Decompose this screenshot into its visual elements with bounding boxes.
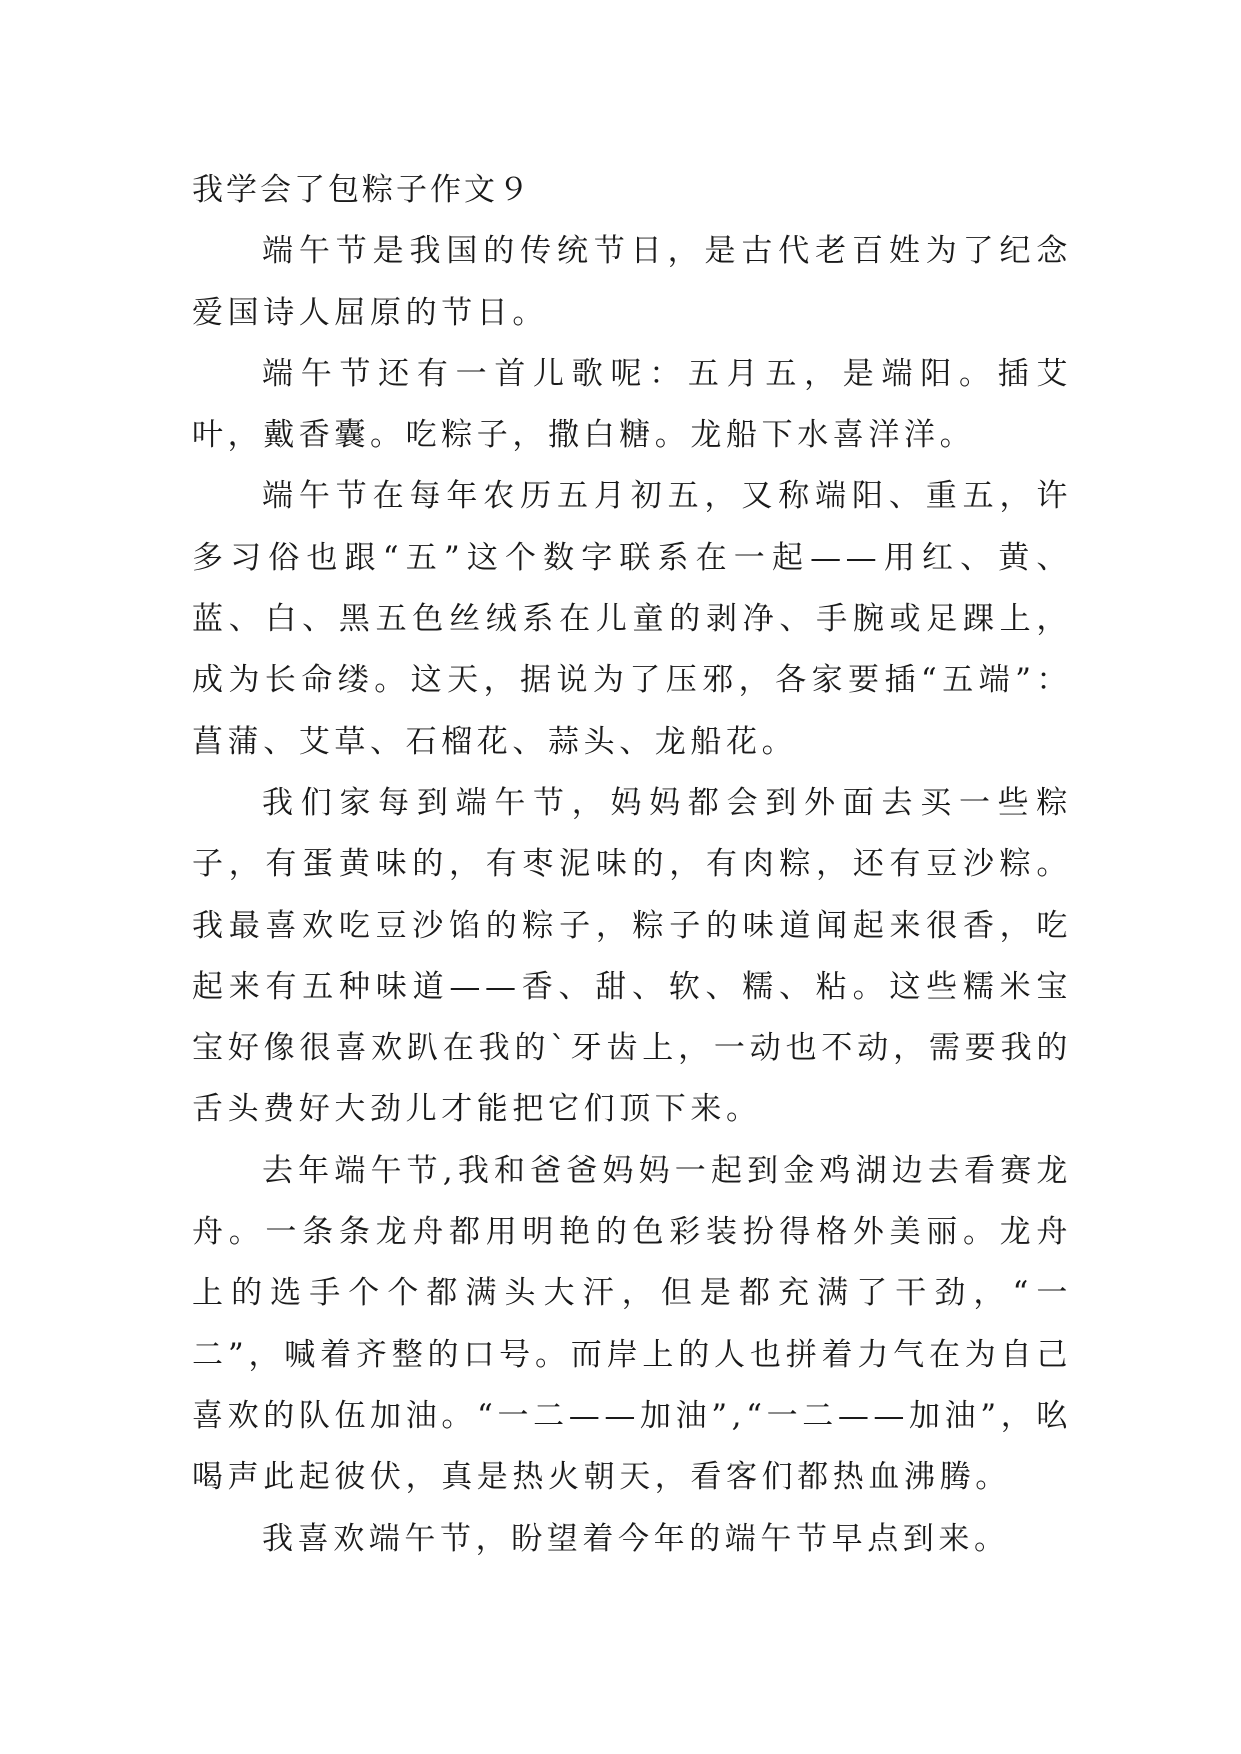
paragraph-6: 我喜欢端午节，盼望着今年的端午节早点到来。 <box>262 1520 1010 1557</box>
document-body <box>192 160 1072 1570</box>
paragraph-5: 去年端午节,我和爸爸妈妈一起到金鸡湖边去看赛龙舟。一条条龙舟都用明艳的色彩装扮得格外美丽。龙舟上的选手个个都满头大汗，但是都充满了干劲，“一二”，喊着齐整的口号。而岸上的人也拼着力气在为自己喜欢的队伍加油。“一二——加油”,“一二——加油”，吆喝声此起彼伏，真是热火朝天，看客们都热血沸腾。 <box>192 1152 1072 1496</box>
paragraph-3: 端午节在每年农历五月初五，又称端阳、重五，许多习俗也跟“五”这个数字联系在一起——用红、黄、蓝、白、黑五色丝绒系在儿童的剥净、手腕或足踝上，成为长命缕。这天，据说为了压邪，各家要插“五端”：菖蒲、艾草、石榴花、蒜头、龙船花。 <box>192 478 1072 760</box>
paragraph-1: 端午节是我国的传统节日，是古代老百姓为了纪念爱国诗人屈原的节日。 <box>192 233 1072 331</box>
paragraph-2: 端午节还有一首儿歌呢：五月五，是端阳。插艾叶，戴香囊。吃粽子，撒白糖。龙船下水喜洋洋。 <box>192 355 1072 454</box>
document-title: 我学会了包粽子作文９ <box>192 172 532 208</box>
paragraph-4: 我们家每到端午节，妈妈都会到外面去买一些粽子，有蛋黄味的，有枣泥味的，有肉粽，还有豆沙粽。我最喜欢吃豆沙馅的粽子，粽子的味道闻起来很香，吃起来有五种味道——香、甜、软、糯、粘。这些糯米宝宝好像很喜欢趴在我的`牙齿上，一动也不动，需要我的舌头费好大劲儿才能把它们顶下来。 <box>192 784 1072 1128</box>
